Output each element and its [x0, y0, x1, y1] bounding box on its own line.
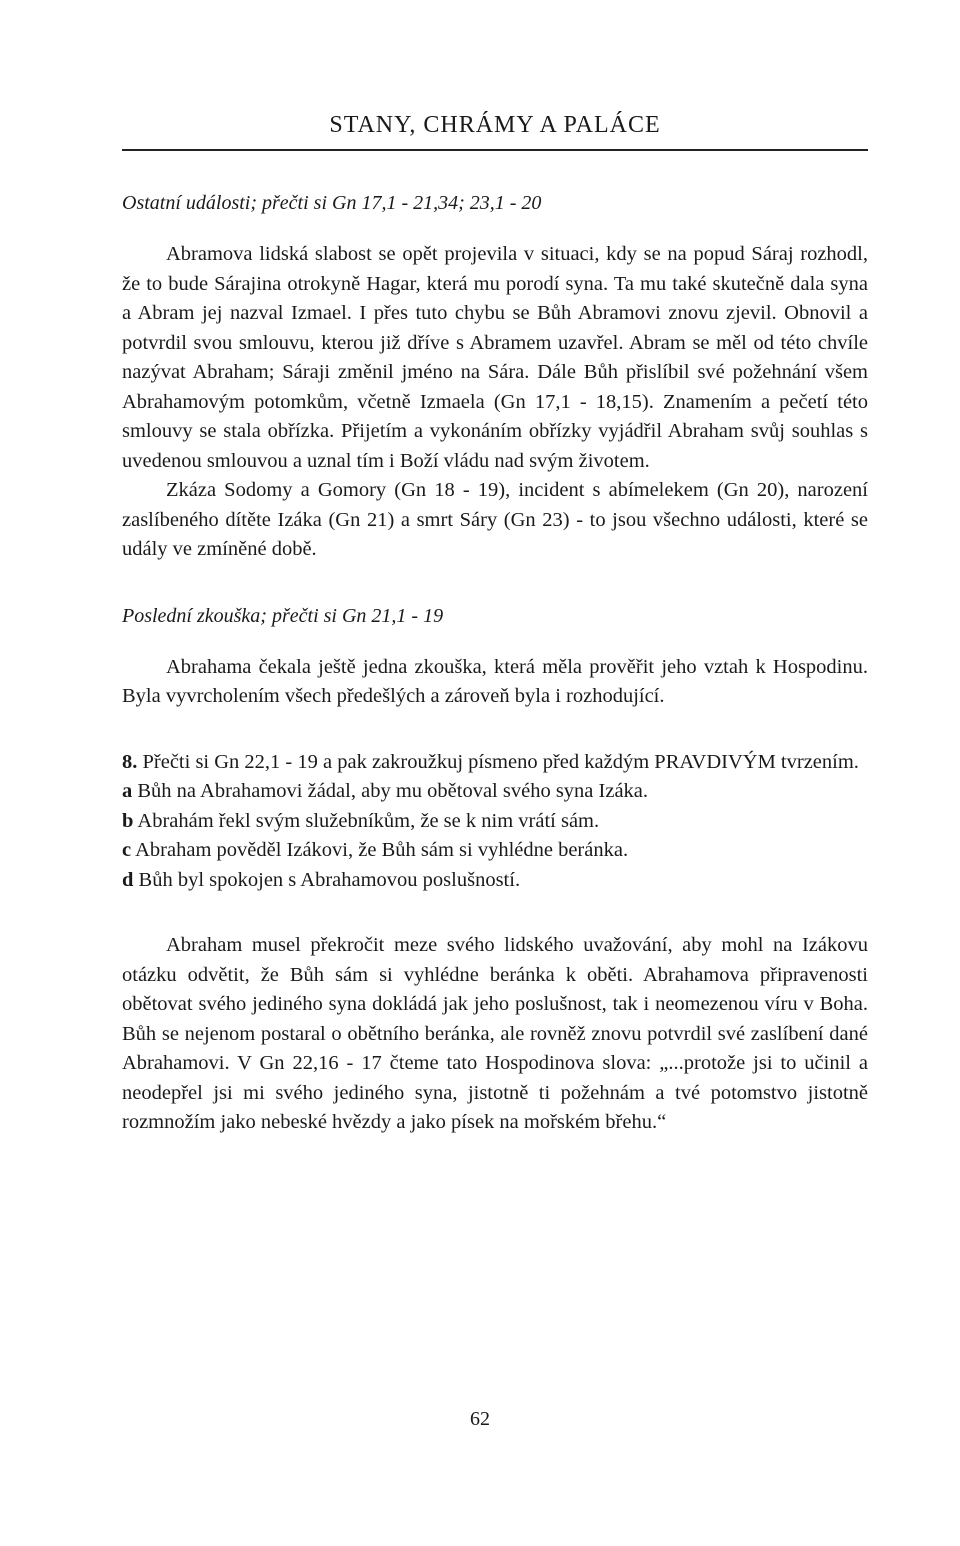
exercise-number: 8.: [122, 750, 138, 773]
paragraph-events-list: Zkáza Sodomy a Gomory (Gn 18 - 19), incident s abímelekem (Gn 20), narození zaslíbeného dítěte Izáka (Gn 21) a smrt Sáry (Gn 23) - to jsou všechno události, které se udály ve zmíněné době.: [122, 479, 868, 560]
option-text: Bůh byl spokojen s Abrahamovou poslušností.: [138, 868, 521, 891]
paragraph-closing: Abraham musel překročit meze svého lidského uvažování, aby mohl na Izákovu otázku odvětit, že Bůh sám si vyhlédne beránka k oběti. Abrahamova připravenosti obětovat svého jediného syna dokládá jak jeho poslušnost, tak i neomezenou víru v Boha. Bůh se nejenom postaral o obětního beránka, ale rovněž znovu potvrdil své zaslíbení dané Abrahamovi. V Gn 22,16 - 17 čteme tato Hospodinova slova: „...protože jsi to učinil a neodepřel jsi mi svého jediného syna, jistotně ti požehnám a tvé potomstvo jistotně rozmnožím jako nebeské hvězdy a jako písek na mořském břehu.“: [122, 934, 868, 1133]
header-rule: [122, 149, 868, 151]
exercise-text: Přečti si Gn 22,1 - 19 a pak zakroužkuj písmeno před každým PRAVDIVÝM tvrzením.: [142, 750, 859, 773]
option-text: Bůh na Abrahamovi žádal, aby mu obětoval svého syna Izáka.: [137, 780, 649, 802]
option-a[interactable]: [122, 777, 868, 807]
option-d[interactable]: [122, 866, 868, 896]
option-letter[interactable]: d: [122, 868, 134, 891]
option-b[interactable]: [122, 807, 868, 837]
section-title-other-events: Ostatní události; přečti si Gn 17,1 - 21,34; 23,1 - 20: [122, 192, 542, 214]
exercise-instruction: [122, 748, 868, 778]
running-title: STANY, CHRÁMY A PALÁCE: [329, 112, 661, 138]
page-content: [122, 188, 868, 1138]
option-letter[interactable]: a: [122, 780, 133, 802]
option-letter[interactable]: b: [122, 809, 134, 832]
paragraph-abram-weakness: Abramova lidská slabost se opět projevila v situaci, kdy se na popud Sáraj rozhodl, že to bude Sárajina otrokyně Hagar, která mu porodí syna. Ta mu také skutečně dala syna a Abram jej nazval Izmael. I přes tuto chybu se Bůh Abramovi znovu zjevil. Obnovil a potvrdil svou smlouvu, kterou již dříve s Abramem uzavřel. Abram se měl od této chvíle nazývat Abraham; Sáraji změnil jméno na Sára. Dále Bůh přislíbil své požehnání všem Abrahamovým potomkům, včetně Izmaela (Gn 17,1 - 18,15). Znamením a pečetí této smlouvy se stala obřízka. Přijetím a vykonáním obřízky vyjádřil Abraham svůj souhlas s uvedenou smlouvou a uznal tím i Boží vládu nad svým životem.: [122, 243, 868, 472]
option-text: Abrahám řekl svým služebníkům, že se k nim vrátí sám.: [137, 809, 600, 832]
option-c[interactable]: [122, 836, 868, 866]
option-letter[interactable]: c: [122, 839, 132, 861]
option-text: Abraham pověděl Izákovi, že Bůh sám si vyhlédne beránka.: [135, 839, 629, 861]
paragraph-last-test: Abrahama čekala ještě jedna zkouška, která měla prověřit jeho vztah k Hospodinu. Byla vyvrcholením všech předešlých a zároveň byla i rozhodující.: [122, 655, 868, 707]
page-number: 62: [470, 1408, 490, 1430]
section-title-last-test: Poslední zkouška; přečti si Gn 21,1 - 19: [122, 604, 444, 627]
